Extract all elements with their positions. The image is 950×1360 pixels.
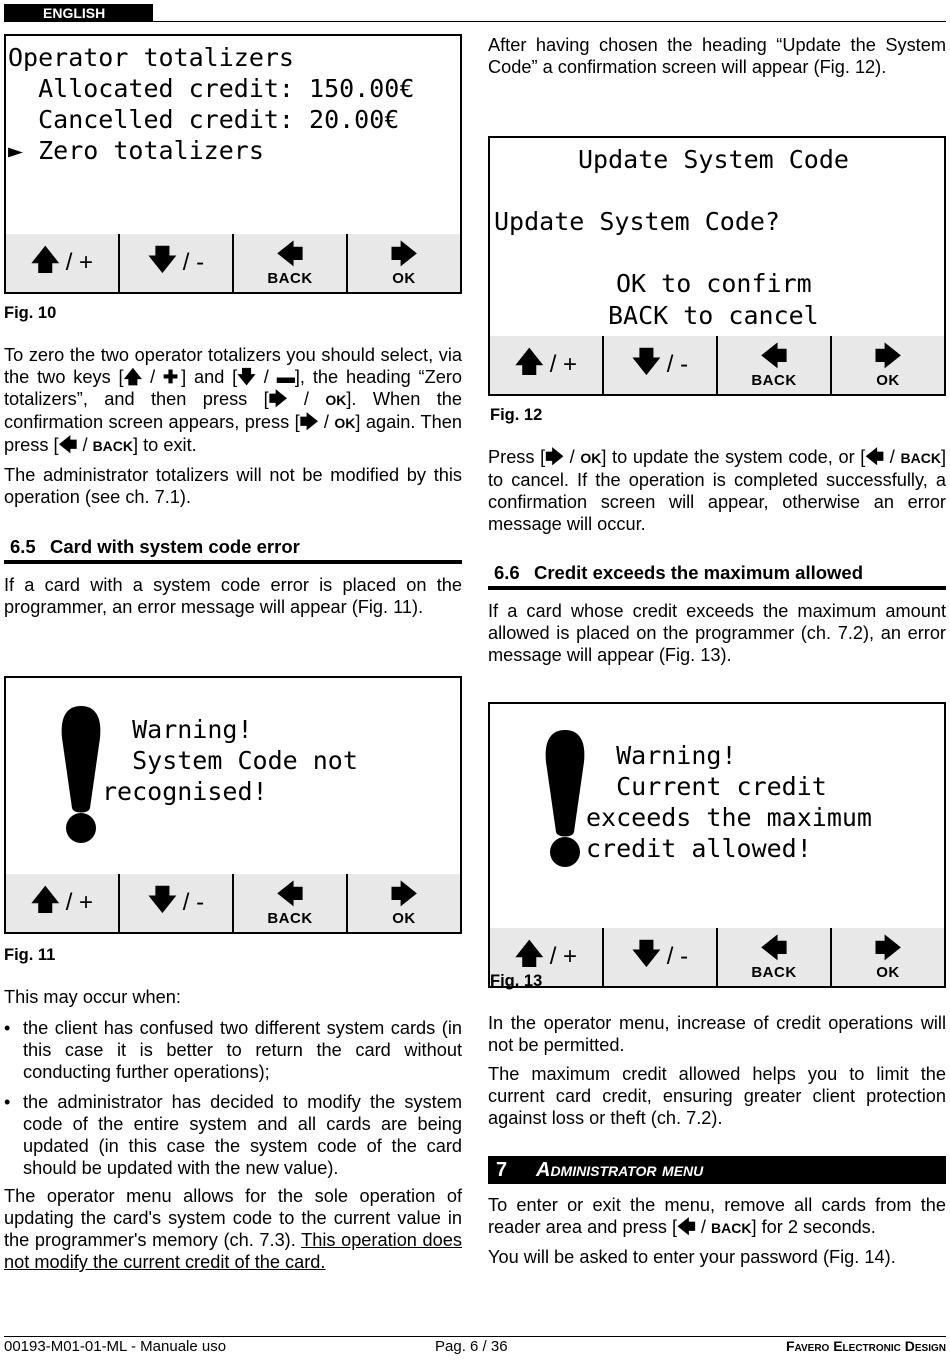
list-item: • the administrator has decided to modify the system code of the entire system and all cards are being updated (in this case the system code of the card should be updated with the new value). xyxy=(4,1091,462,1179)
up-plus-key[interactable] xyxy=(490,336,604,394)
back-key[interactable] xyxy=(234,234,348,292)
up-plus-label: / + xyxy=(549,943,578,970)
right-arrow-icon: 🡆 xyxy=(390,238,418,269)
fig11-line-3: recognised! xyxy=(102,777,268,806)
list-item: • the client has confused two different system cards (in this case it is better to return the card without conducting further operations); xyxy=(4,1017,462,1083)
ok-label: OK xyxy=(876,963,900,981)
ok-key[interactable] xyxy=(348,234,460,292)
ok-label: OK xyxy=(392,269,416,287)
up-arrow-icon: 🡅 xyxy=(514,938,544,969)
section-7-heading: 7 Administrator menu xyxy=(488,1156,946,1184)
fig11-caption: Fig. 11 xyxy=(4,946,56,964)
fig13-caption: Fig. 13 xyxy=(490,972,543,990)
section-6-6-text: If a card whose credit exceeds the maximum amount allowed is placed on the programmer (ch. 7.2), an error message will appear (Fig. 13). xyxy=(488,601,946,665)
fig12-keypad xyxy=(488,336,946,396)
fig13-line-4: credit allowed! xyxy=(586,834,812,863)
fig12-cancel: BACK to cancel xyxy=(608,301,819,330)
down-minus-label: / - xyxy=(666,943,689,970)
right-arrow-icon: 🡆 xyxy=(299,412,319,432)
up-plus-label: / + xyxy=(549,351,578,378)
fig13-line-2: Current credit xyxy=(586,772,827,801)
fig10-line-2: Allocated credit: 150.00€ xyxy=(8,74,415,103)
down-arrow-icon: 🡇 xyxy=(147,884,177,915)
fig10-keypad xyxy=(4,234,462,294)
fig12-question: Update System Code? xyxy=(494,207,780,236)
section-6-5-text: If a card with a system code error is placed on the programmer, an error message will appear (Fig. 11). xyxy=(4,575,462,617)
down-minus-key[interactable] xyxy=(120,234,234,292)
fig10-screen xyxy=(4,34,462,236)
left-text-block xyxy=(4,344,462,515)
fig10-line-3: Cancelled credit: 20.00€ xyxy=(8,105,400,134)
ok-key[interactable] xyxy=(348,874,460,932)
up-arrow-icon: 🡅 xyxy=(30,244,60,275)
ok-label: OK xyxy=(876,371,900,389)
credit-increase-paragraph: In the operator menu, increase of credit operations will not be permitted. xyxy=(488,1013,946,1055)
back-label: BACK xyxy=(267,909,313,927)
fig12-confirm: OK to confirm xyxy=(616,269,812,298)
down-minus-key[interactable] xyxy=(120,874,234,932)
up-arrow-icon: 🡅 xyxy=(30,884,60,915)
back-key[interactable] xyxy=(718,928,832,986)
may-occur-intro: This may occur when: xyxy=(4,987,181,1007)
zero-totalizers-paragraph: To zero the two operator totalizers you should select, via the two keys [🡅 / ✚] and [🡇 / ▬], the heading “Zero totalizers”, and then press [🡆 / OK]. When the confirmation screen appears, press [🡆 / OK] again. Then press [🡄 / BACK] to exit. xyxy=(4,345,462,455)
warning-exclamation-icon xyxy=(540,728,590,870)
fig10-caption: Fig. 10 xyxy=(4,304,57,322)
fig13-keypad xyxy=(488,928,946,988)
ok-key[interactable] xyxy=(832,928,944,986)
down-minus-label: / - xyxy=(182,889,205,916)
fig13-screen xyxy=(488,702,946,930)
back-label: BACK xyxy=(267,269,313,287)
up-plus-label: / + xyxy=(65,249,94,276)
left-arrow-icon: 🡄 xyxy=(677,1217,696,1237)
down-minus-label: / - xyxy=(666,351,689,378)
fig13-line-1: Warning! xyxy=(586,741,737,770)
update-instructions-paragraph: Press [🡆 / OK] to update the system code, or [🡄 / BACK] to cancel. If the operation is completed successfully, a confirmation screen will appear, otherwise an error message will occur. xyxy=(488,447,946,534)
left-arrow-icon: 🡄 xyxy=(760,932,788,963)
up-plus-key[interactable] xyxy=(6,874,120,932)
down-minus-key[interactable] xyxy=(604,336,718,394)
section-6-6-heading: 6.6 Credit exceeds the maximum allowed xyxy=(488,562,946,590)
down-arrow-icon: 🡇 xyxy=(237,367,256,387)
left-arrow-icon: 🡄 xyxy=(865,447,885,467)
footer-rule xyxy=(4,1336,946,1337)
up-arrow-icon: 🡅 xyxy=(123,367,143,387)
right-arrow-icon: 🡆 xyxy=(390,878,418,909)
footer-page-number: Pag. 6 / 36 xyxy=(435,1338,508,1355)
up-plus-label: / + xyxy=(65,889,94,916)
down-arrow-icon: 🡇 xyxy=(631,938,661,969)
fig11-screen xyxy=(4,676,462,876)
fig10-line-4: ► Zero totalizers xyxy=(8,136,264,165)
right-bottom-block xyxy=(488,1012,946,1136)
left-arrow-icon: 🡄 xyxy=(276,878,304,909)
causes-list xyxy=(4,1017,462,1179)
fig10-line-1: Operator totalizers xyxy=(8,43,294,72)
max-credit-paragraph: The maximum credit allowed helps you to limit the current card credit, ensuring greater client protection against loss or theft (ch. 7.2). xyxy=(488,1064,946,1128)
back-label: BACK xyxy=(751,963,797,981)
fig13-line-3: exceeds the maximum xyxy=(586,803,872,832)
right-arrow-icon: 🡆 xyxy=(874,340,902,371)
admin-totalizers-paragraph: The administrator totalizers will not be modified by this operation (see ch. 7.1). xyxy=(4,465,462,507)
enter-menu-paragraph: To enter or exit the menu, remove all cards from the reader area and press [🡄 / BACK] for 2 seconds. xyxy=(488,1195,946,1237)
fig11-keypad xyxy=(4,874,462,934)
language-tab: ENGLISH xyxy=(4,4,153,22)
section-6-5-heading: 6.5 Card with system code error xyxy=(4,536,462,564)
up-arrow-icon: 🡅 xyxy=(514,346,544,377)
down-minus-key[interactable] xyxy=(604,928,718,986)
left-arrow-icon: 🡄 xyxy=(58,435,78,455)
right-arrow-icon: 🡆 xyxy=(545,447,564,467)
footer-doc-id: 00193-M01-01-ML - Manuale uso xyxy=(4,1338,227,1355)
fig12-screen xyxy=(488,136,946,338)
fig11-line-1: Warning! xyxy=(102,715,253,744)
down-arrow-icon: 🡇 xyxy=(631,346,661,377)
right-arrow-icon: 🡆 xyxy=(268,389,288,409)
down-arrow-icon: 🡇 xyxy=(147,244,177,275)
fig11-line-2: System Code not xyxy=(102,746,358,775)
up-plus-key[interactable] xyxy=(6,234,120,292)
back-label: BACK xyxy=(751,371,797,389)
right-top-block: After having chosen the heading “Update the System Code” a confirmation screen will appear (Fig. 12). xyxy=(488,35,946,77)
right-mid-block xyxy=(488,446,946,542)
operator-menu-paragraph: The operator menu allows for the sole operation of updating the card's system code to the current value in the programmer's memory (ch. 7.3). This operation does not modify the current credit of the card. xyxy=(4,1186,462,1272)
ok-key[interactable] xyxy=(832,336,944,394)
left-bottom-block xyxy=(4,986,462,1280)
header-rule xyxy=(4,21,946,22)
password-paragraph: You will be asked to enter your password (Fig. 14). xyxy=(488,1247,896,1267)
section-7-text xyxy=(488,1194,946,1275)
fig12-caption: Fig. 12 xyxy=(490,406,543,424)
down-minus-label: / - xyxy=(182,249,205,276)
back-key[interactable] xyxy=(234,874,348,932)
left-arrow-icon: 🡄 xyxy=(276,238,304,269)
ok-label: OK xyxy=(392,909,416,927)
left-arrow-icon: 🡄 xyxy=(760,340,788,371)
right-arrow-icon: 🡆 xyxy=(874,932,902,963)
footer-brand: Favero Electronic Design xyxy=(785,1338,946,1354)
back-key[interactable] xyxy=(718,336,832,394)
fig12-title: Update System Code xyxy=(578,145,849,174)
warning-exclamation-icon xyxy=(56,704,106,846)
